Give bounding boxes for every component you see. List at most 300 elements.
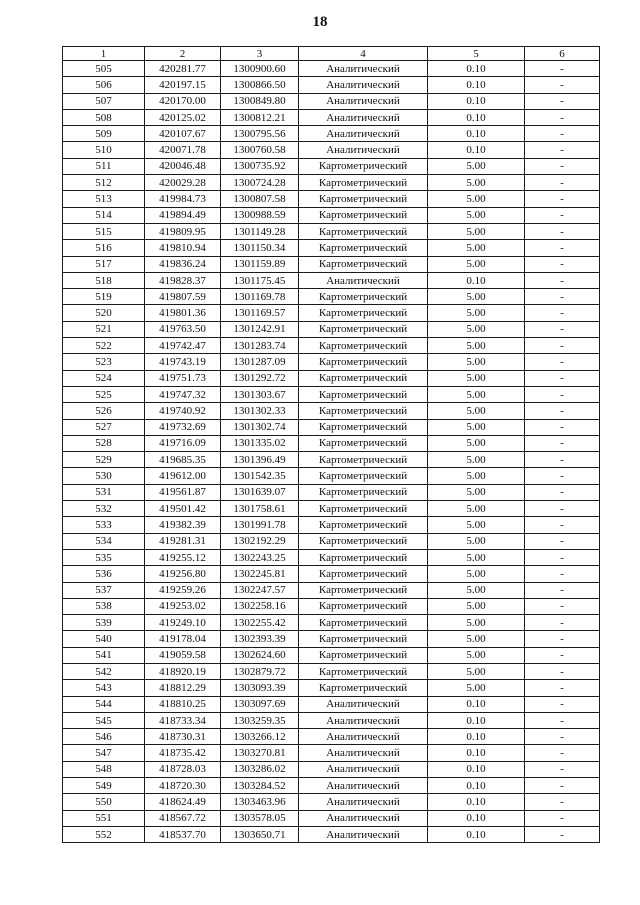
note-cell: - [525, 517, 600, 533]
note-cell: - [525, 696, 600, 712]
method-cell: Картометрический [299, 419, 428, 435]
note-cell: - [525, 663, 600, 679]
table-row [63, 501, 600, 517]
table-row [63, 419, 600, 435]
y-coordinate-cell: 1300724.28 [221, 175, 299, 191]
accuracy-cell: 5.00 [428, 354, 525, 370]
note-cell: - [525, 175, 600, 191]
accuracy-cell: 0.10 [428, 729, 525, 745]
column-header: 4 [299, 47, 428, 61]
note-cell: - [525, 256, 600, 272]
table-row [63, 158, 600, 174]
table-row [63, 77, 600, 93]
y-coordinate-cell: 1301283.74 [221, 338, 299, 354]
note-cell: - [525, 647, 600, 663]
x-coordinate-cell: 419801.36 [145, 305, 221, 321]
table-row [63, 452, 600, 468]
accuracy-cell: 0.10 [428, 61, 525, 77]
point-number-cell: 536 [63, 566, 145, 582]
method-cell: Аналитический [299, 778, 428, 794]
column-header: 1 [63, 47, 145, 61]
method-cell: Картометрический [299, 582, 428, 598]
x-coordinate-cell: 418567.72 [145, 810, 221, 826]
accuracy-cell: 0.10 [428, 745, 525, 761]
table-row [63, 109, 600, 125]
accuracy-cell: 0.10 [428, 77, 525, 93]
point-number-cell: 505 [63, 61, 145, 77]
point-number-cell: 527 [63, 419, 145, 435]
table-row [63, 207, 600, 223]
y-coordinate-cell: 1301639.07 [221, 484, 299, 500]
note-cell: - [525, 778, 600, 794]
point-number-cell: 546 [63, 729, 145, 745]
note-cell: - [525, 794, 600, 810]
point-number-cell: 506 [63, 77, 145, 93]
x-coordinate-cell: 419253.02 [145, 598, 221, 614]
x-coordinate-cell: 418720.30 [145, 778, 221, 794]
table-row [63, 794, 600, 810]
method-cell: Аналитический [299, 126, 428, 142]
x-coordinate-cell: 419059.58 [145, 647, 221, 663]
y-coordinate-cell: 1302255.42 [221, 615, 299, 631]
y-coordinate-cell: 1303463.96 [221, 794, 299, 810]
table-row [63, 240, 600, 256]
x-coordinate-cell: 419382.39 [145, 517, 221, 533]
accuracy-cell: 5.00 [428, 419, 525, 435]
column-header: 3 [221, 47, 299, 61]
method-cell: Аналитический [299, 729, 428, 745]
note-cell: - [525, 191, 600, 207]
note-cell: - [525, 712, 600, 728]
method-cell: Картометрический [299, 533, 428, 549]
method-cell: Картометрический [299, 680, 428, 696]
x-coordinate-cell: 419743.19 [145, 354, 221, 370]
table-row [63, 663, 600, 679]
point-number-cell: 519 [63, 289, 145, 305]
accuracy-cell: 0.10 [428, 794, 525, 810]
x-coordinate-cell: 419256.80 [145, 566, 221, 582]
method-cell: Картометрический [299, 223, 428, 239]
accuracy-cell: 0.10 [428, 810, 525, 826]
table-row [63, 533, 600, 549]
note-cell: - [525, 77, 600, 93]
accuracy-cell: 0.10 [428, 93, 525, 109]
point-number-cell: 525 [63, 386, 145, 402]
accuracy-cell: 0.10 [428, 109, 525, 125]
table-row [63, 256, 600, 272]
x-coordinate-cell: 419747.32 [145, 386, 221, 402]
method-cell: Картометрический [299, 452, 428, 468]
point-number-cell: 524 [63, 370, 145, 386]
y-coordinate-cell: 1300849.80 [221, 93, 299, 109]
note-cell: - [525, 403, 600, 419]
method-cell: Аналитический [299, 77, 428, 93]
note-cell: - [525, 142, 600, 158]
accuracy-cell: 5.00 [428, 484, 525, 500]
y-coordinate-cell: 1302192.29 [221, 533, 299, 549]
table-row [63, 93, 600, 109]
y-coordinate-cell: 1300807.58 [221, 191, 299, 207]
table-row [63, 696, 600, 712]
table-row [63, 321, 600, 337]
y-coordinate-cell: 1300812.21 [221, 109, 299, 125]
y-coordinate-cell: 1302247.57 [221, 582, 299, 598]
point-number-cell: 522 [63, 338, 145, 354]
point-number-cell: 511 [63, 158, 145, 174]
note-cell: - [525, 729, 600, 745]
method-cell: Картометрический [299, 631, 428, 647]
y-coordinate-cell: 1300866.50 [221, 77, 299, 93]
method-cell: Картометрический [299, 289, 428, 305]
y-coordinate-cell: 1301292.72 [221, 370, 299, 386]
note-cell: - [525, 761, 600, 777]
point-number-cell: 543 [63, 680, 145, 696]
table-row [63, 582, 600, 598]
point-number-cell: 510 [63, 142, 145, 158]
note-cell: - [525, 223, 600, 239]
table-row [63, 598, 600, 614]
x-coordinate-cell: 419561.87 [145, 484, 221, 500]
table-row [63, 403, 600, 419]
y-coordinate-cell: 1301758.61 [221, 501, 299, 517]
x-coordinate-cell: 419763.50 [145, 321, 221, 337]
accuracy-cell: 5.00 [428, 598, 525, 614]
accuracy-cell: 5.00 [428, 468, 525, 484]
x-coordinate-cell: 419281.31 [145, 533, 221, 549]
accuracy-cell: 5.00 [428, 501, 525, 517]
y-coordinate-cell: 1301242.91 [221, 321, 299, 337]
x-coordinate-cell: 419984.73 [145, 191, 221, 207]
method-cell: Аналитический [299, 109, 428, 125]
method-cell: Картометрический [299, 158, 428, 174]
point-number-cell: 545 [63, 712, 145, 728]
point-number-cell: 513 [63, 191, 145, 207]
x-coordinate-cell: 419249.10 [145, 615, 221, 631]
table-row [63, 175, 600, 191]
x-coordinate-cell: 419501.42 [145, 501, 221, 517]
accuracy-cell: 5.00 [428, 549, 525, 565]
point-number-cell: 521 [63, 321, 145, 337]
note-cell: - [525, 582, 600, 598]
x-coordinate-cell: 419836.24 [145, 256, 221, 272]
accuracy-cell: 5.00 [428, 435, 525, 451]
y-coordinate-cell: 1300735.92 [221, 158, 299, 174]
accuracy-cell: 5.00 [428, 615, 525, 631]
x-coordinate-cell: 418733.34 [145, 712, 221, 728]
y-coordinate-cell: 1303650.71 [221, 826, 299, 842]
note-cell: - [525, 386, 600, 402]
point-number-cell: 551 [63, 810, 145, 826]
table-row [63, 61, 600, 77]
note-cell: - [525, 109, 600, 125]
accuracy-cell: 0.10 [428, 761, 525, 777]
method-cell: Аналитический [299, 93, 428, 109]
table-row [63, 647, 600, 663]
accuracy-cell: 5.00 [428, 403, 525, 419]
method-cell: Картометрический [299, 501, 428, 517]
note-cell: - [525, 272, 600, 288]
table-row [63, 680, 600, 696]
point-number-cell: 515 [63, 223, 145, 239]
table-row [63, 386, 600, 402]
method-cell: Картометрический [299, 647, 428, 663]
method-cell: Аналитический [299, 61, 428, 77]
method-cell: Картометрический [299, 240, 428, 256]
point-number-cell: 540 [63, 631, 145, 647]
y-coordinate-cell: 1302245.81 [221, 566, 299, 582]
table-row [63, 615, 600, 631]
note-cell: - [525, 158, 600, 174]
point-number-cell: 529 [63, 452, 145, 468]
accuracy-cell: 0.10 [428, 712, 525, 728]
note-cell: - [525, 631, 600, 647]
point-number-cell: 509 [63, 126, 145, 142]
accuracy-cell: 5.00 [428, 680, 525, 696]
accuracy-cell: 5.00 [428, 175, 525, 191]
note-cell: - [525, 240, 600, 256]
method-cell: Аналитический [299, 745, 428, 761]
method-cell: Картометрический [299, 468, 428, 484]
accuracy-cell: 5.00 [428, 223, 525, 239]
table-row [63, 549, 600, 565]
point-number-cell: 552 [63, 826, 145, 842]
x-coordinate-cell: 419742.47 [145, 338, 221, 354]
y-coordinate-cell: 1302393.39 [221, 631, 299, 647]
x-coordinate-cell: 420170.00 [145, 93, 221, 109]
x-coordinate-cell: 418735.42 [145, 745, 221, 761]
y-coordinate-cell: 1303093.39 [221, 680, 299, 696]
note-cell: - [525, 468, 600, 484]
method-cell: Картометрический [299, 338, 428, 354]
x-coordinate-cell: 419828.37 [145, 272, 221, 288]
point-number-cell: 520 [63, 305, 145, 321]
accuracy-cell: 5.00 [428, 386, 525, 402]
table-row [63, 810, 600, 826]
column-header: 6 [525, 47, 600, 61]
accuracy-cell: 5.00 [428, 370, 525, 386]
x-coordinate-cell: 420046.48 [145, 158, 221, 174]
note-cell: - [525, 354, 600, 370]
table-row [63, 517, 600, 533]
method-cell: Картометрический [299, 256, 428, 272]
method-cell: Аналитический [299, 696, 428, 712]
x-coordinate-cell: 419894.49 [145, 207, 221, 223]
point-number-cell: 526 [63, 403, 145, 419]
y-coordinate-cell: 1301149.28 [221, 223, 299, 239]
y-coordinate-cell: 1303270.81 [221, 745, 299, 761]
table-row [63, 712, 600, 728]
point-number-cell: 517 [63, 256, 145, 272]
method-cell: Картометрический [299, 386, 428, 402]
method-cell: Картометрический [299, 484, 428, 500]
table-row [63, 631, 600, 647]
y-coordinate-cell: 1301287.09 [221, 354, 299, 370]
method-cell: Картометрический [299, 370, 428, 386]
method-cell: Картометрический [299, 549, 428, 565]
x-coordinate-cell: 419259.26 [145, 582, 221, 598]
method-cell: Аналитический [299, 712, 428, 728]
note-cell: - [525, 615, 600, 631]
method-cell: Картометрический [299, 615, 428, 631]
accuracy-cell: 5.00 [428, 533, 525, 549]
x-coordinate-cell: 419740.92 [145, 403, 221, 419]
y-coordinate-cell: 1303284.52 [221, 778, 299, 794]
x-coordinate-cell: 420029.28 [145, 175, 221, 191]
point-number-cell: 508 [63, 109, 145, 125]
accuracy-cell: 0.10 [428, 126, 525, 142]
y-coordinate-cell: 1301169.78 [221, 289, 299, 305]
accuracy-cell: 5.00 [428, 566, 525, 582]
y-coordinate-cell: 1302243.25 [221, 549, 299, 565]
point-number-cell: 531 [63, 484, 145, 500]
table-row [63, 354, 600, 370]
note-cell: - [525, 680, 600, 696]
y-coordinate-cell: 1301169.57 [221, 305, 299, 321]
x-coordinate-cell: 419716.09 [145, 435, 221, 451]
point-number-cell: 544 [63, 696, 145, 712]
accuracy-cell: 5.00 [428, 517, 525, 533]
table-row [63, 289, 600, 305]
column-header: 2 [145, 47, 221, 61]
point-number-cell: 516 [63, 240, 145, 256]
y-coordinate-cell: 1303286.02 [221, 761, 299, 777]
table-row [63, 223, 600, 239]
point-number-cell: 542 [63, 663, 145, 679]
method-cell: Аналитический [299, 810, 428, 826]
method-cell: Картометрический [299, 663, 428, 679]
accuracy-cell: 0.10 [428, 272, 525, 288]
table-row [63, 729, 600, 745]
method-cell: Картометрический [299, 566, 428, 582]
note-cell: - [525, 305, 600, 321]
y-coordinate-cell: 1301335.02 [221, 435, 299, 451]
method-cell: Аналитический [299, 826, 428, 842]
y-coordinate-cell: 1303097.69 [221, 696, 299, 712]
accuracy-cell: 5.00 [428, 191, 525, 207]
x-coordinate-cell: 419685.35 [145, 452, 221, 468]
table-row [63, 191, 600, 207]
accuracy-cell: 5.00 [428, 158, 525, 174]
y-coordinate-cell: 1301303.67 [221, 386, 299, 402]
note-cell: - [525, 126, 600, 142]
point-number-cell: 547 [63, 745, 145, 761]
point-number-cell: 539 [63, 615, 145, 631]
note-cell: - [525, 61, 600, 77]
table-row [63, 745, 600, 761]
y-coordinate-cell: 1300988.59 [221, 207, 299, 223]
note-cell: - [525, 566, 600, 582]
table-row [63, 778, 600, 794]
accuracy-cell: 5.00 [428, 207, 525, 223]
point-number-cell: 541 [63, 647, 145, 663]
table-body [63, 47, 600, 843]
method-cell: Картометрический [299, 435, 428, 451]
method-cell: Картометрический [299, 598, 428, 614]
method-cell: Аналитический [299, 142, 428, 158]
point-number-cell: 538 [63, 598, 145, 614]
accuracy-cell: 0.10 [428, 142, 525, 158]
column-header: 5 [428, 47, 525, 61]
table-row [63, 142, 600, 158]
x-coordinate-cell: 420197.15 [145, 77, 221, 93]
y-coordinate-cell: 1303259.35 [221, 712, 299, 728]
y-coordinate-cell: 1303266.12 [221, 729, 299, 745]
x-coordinate-cell: 419809.95 [145, 223, 221, 239]
y-coordinate-cell: 1301175.45 [221, 272, 299, 288]
table-row [63, 305, 600, 321]
table-row [63, 761, 600, 777]
table-row [63, 566, 600, 582]
y-coordinate-cell: 1301150.34 [221, 240, 299, 256]
y-coordinate-cell: 1302258.16 [221, 598, 299, 614]
accuracy-cell: 0.10 [428, 826, 525, 842]
y-coordinate-cell: 1301302.33 [221, 403, 299, 419]
point-number-cell: 534 [63, 533, 145, 549]
x-coordinate-cell: 419612.00 [145, 468, 221, 484]
note-cell: - [525, 484, 600, 500]
table-row [63, 826, 600, 842]
y-coordinate-cell: 1302624.60 [221, 647, 299, 663]
y-coordinate-cell: 1300760.58 [221, 142, 299, 158]
method-cell: Картометрический [299, 191, 428, 207]
accuracy-cell: 5.00 [428, 582, 525, 598]
accuracy-cell: 0.10 [428, 696, 525, 712]
note-cell: - [525, 207, 600, 223]
point-number-cell: 532 [63, 501, 145, 517]
method-cell: Аналитический [299, 794, 428, 810]
x-coordinate-cell: 420281.77 [145, 61, 221, 77]
x-coordinate-cell: 419810.94 [145, 240, 221, 256]
x-coordinate-cell: 418728.03 [145, 761, 221, 777]
point-number-cell: 533 [63, 517, 145, 533]
note-cell: - [525, 435, 600, 451]
method-cell: Аналитический [299, 272, 428, 288]
point-number-cell: 530 [63, 468, 145, 484]
table-row [63, 272, 600, 288]
note-cell: - [525, 501, 600, 517]
point-number-cell: 512 [63, 175, 145, 191]
y-coordinate-cell: 1302879.72 [221, 663, 299, 679]
note-cell: - [525, 826, 600, 842]
x-coordinate-cell: 419255.12 [145, 549, 221, 565]
accuracy-cell: 5.00 [428, 663, 525, 679]
x-coordinate-cell: 418810.25 [145, 696, 221, 712]
note-cell: - [525, 93, 600, 109]
x-coordinate-cell: 419178.04 [145, 631, 221, 647]
method-cell: Картометрический [299, 207, 428, 223]
method-cell: Картометрический [299, 403, 428, 419]
note-cell: - [525, 289, 600, 305]
x-coordinate-cell: 420107.67 [145, 126, 221, 142]
table-row [63, 435, 600, 451]
x-coordinate-cell: 419732.69 [145, 419, 221, 435]
accuracy-cell: 5.00 [428, 305, 525, 321]
accuracy-cell: 5.00 [428, 256, 525, 272]
table-row [63, 126, 600, 142]
accuracy-cell: 5.00 [428, 321, 525, 337]
x-coordinate-cell: 419751.73 [145, 370, 221, 386]
point-number-cell: 535 [63, 549, 145, 565]
accuracy-cell: 5.00 [428, 240, 525, 256]
point-number-cell: 523 [63, 354, 145, 370]
x-coordinate-cell: 418730.31 [145, 729, 221, 745]
method-cell: Картометрический [299, 175, 428, 191]
x-coordinate-cell: 418920.19 [145, 663, 221, 679]
method-cell: Картометрический [299, 321, 428, 337]
method-cell: Картометрический [299, 354, 428, 370]
point-number-cell: 528 [63, 435, 145, 451]
table-row [63, 468, 600, 484]
